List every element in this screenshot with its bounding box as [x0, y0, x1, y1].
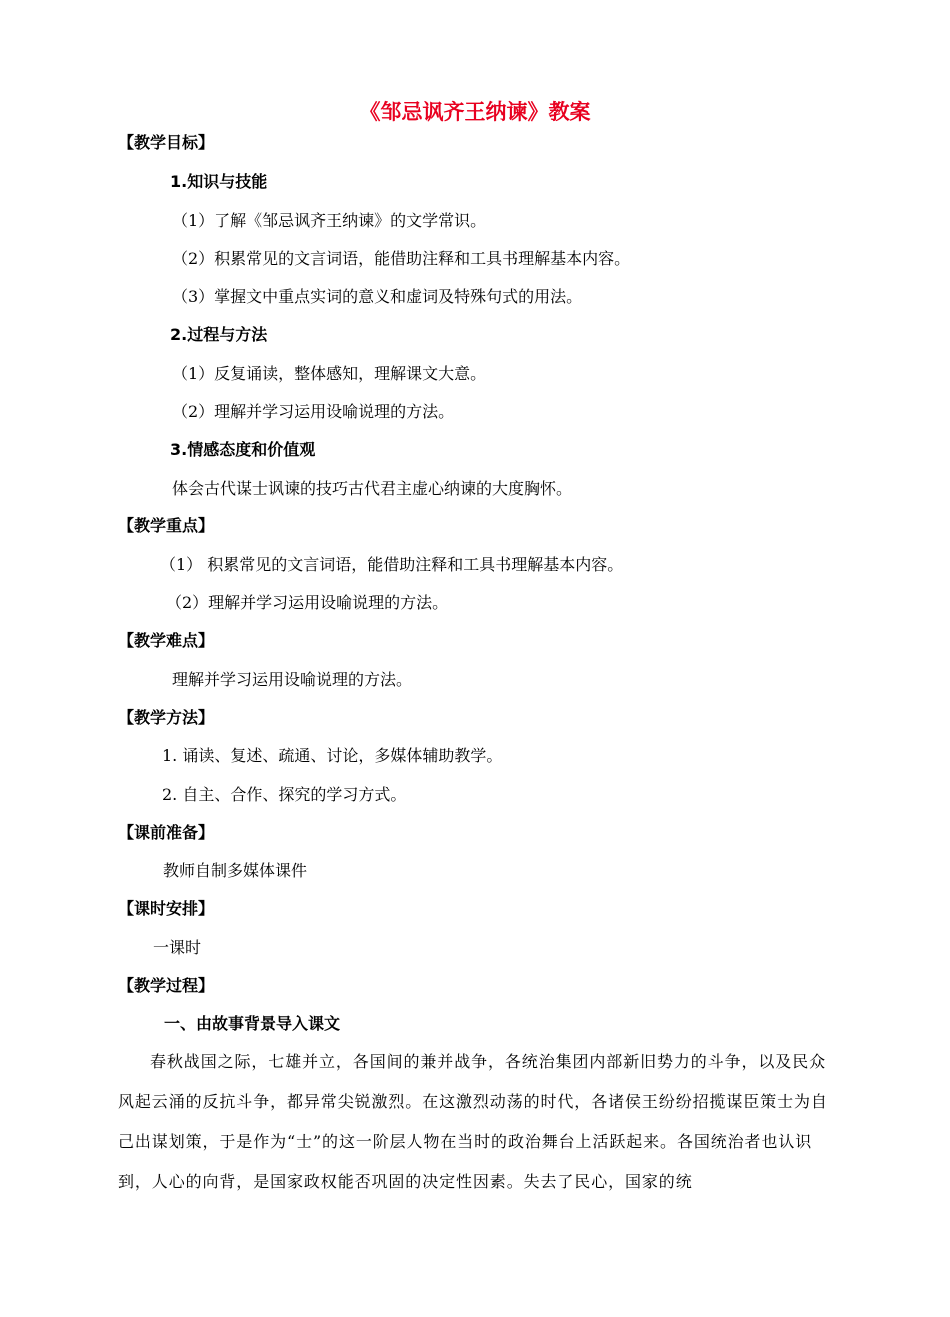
list-item: （2）理解并学习运用设喻说理的方法。 — [166, 593, 449, 612]
attitude-text: 体会古代谋士讽谏的技巧古代君主虚心纳谏的大度胸怀。 — [172, 479, 573, 498]
intro-paragraph-text: 春秋战国之际，七雄并立，各国间的兼并战争，各统治集团内部新旧势力的斗争，以及民众风起云涌的反抗斗争，都异常尖锐激烈。在这激烈动荡的时代，各诸侯王纷纷招揽谋臣策士为自己出谋划策，于是作为“士”的这一阶层人物在当时的政治舞台上活跃起来。各国统治者也认识到，人心的向背，是国家政权能否巩固的决定性因素。失去了民心，国家的统 — [118, 1052, 828, 1191]
subheading-step-one: 一、由故事背景导入课文 — [164, 1014, 341, 1033]
section-heading-preparation: 【课前准备】 — [118, 823, 215, 842]
section-heading-key-points: 【教学重点】 — [118, 516, 215, 535]
list-item: （3）掌握文中重点实词的意义和虚词及特殊句式的用法。 — [172, 287, 583, 306]
document-title: 《邹忌讽齐王纳谏》教案 — [359, 100, 591, 124]
list-item: （1）了解《邹忌讽齐王纳谏》的文学常识。 — [172, 211, 487, 230]
list-item: （1） 积累常见的文言词语，能借助注释和工具书理解基本内容。 — [160, 555, 624, 574]
difficulties-text: 理解并学习运用设喻说理的方法。 — [172, 670, 413, 689]
subheading-process-method: 2.过程与方法 — [170, 325, 268, 344]
section-heading-teaching-process: 【教学过程】 — [118, 976, 215, 995]
list-item: （2）理解并学习运用设喻说理的方法。 — [172, 402, 455, 421]
subheading-knowledge-skills: 1.知识与技能 — [170, 172, 268, 191]
section-heading-objectives: 【教学目标】 — [118, 133, 215, 152]
list-item: 1. 诵读、复述、疏通、讨论，多媒体辅助教学。 — [162, 746, 503, 765]
section-heading-schedule: 【课时安排】 — [118, 899, 215, 918]
schedule-text: 一课时 — [153, 938, 202, 957]
section-heading-methods: 【教学方法】 — [118, 708, 215, 727]
intro-paragraph — [118, 1042, 834, 1202]
subheading-attitude-values: 3.情感态度和价值观 — [170, 440, 316, 459]
list-item: （1）反复诵读，整体感知，理解课文大意。 — [172, 364, 487, 383]
list-item: （2）积累常见的文言词语，能借助注释和工具书理解基本内容。 — [172, 249, 631, 268]
preparation-text: 教师自制多媒体课件 — [163, 861, 308, 880]
section-heading-difficulties: 【教学难点】 — [118, 631, 215, 650]
list-item: 2. 自主、合作、探究的学习方式。 — [162, 785, 407, 804]
